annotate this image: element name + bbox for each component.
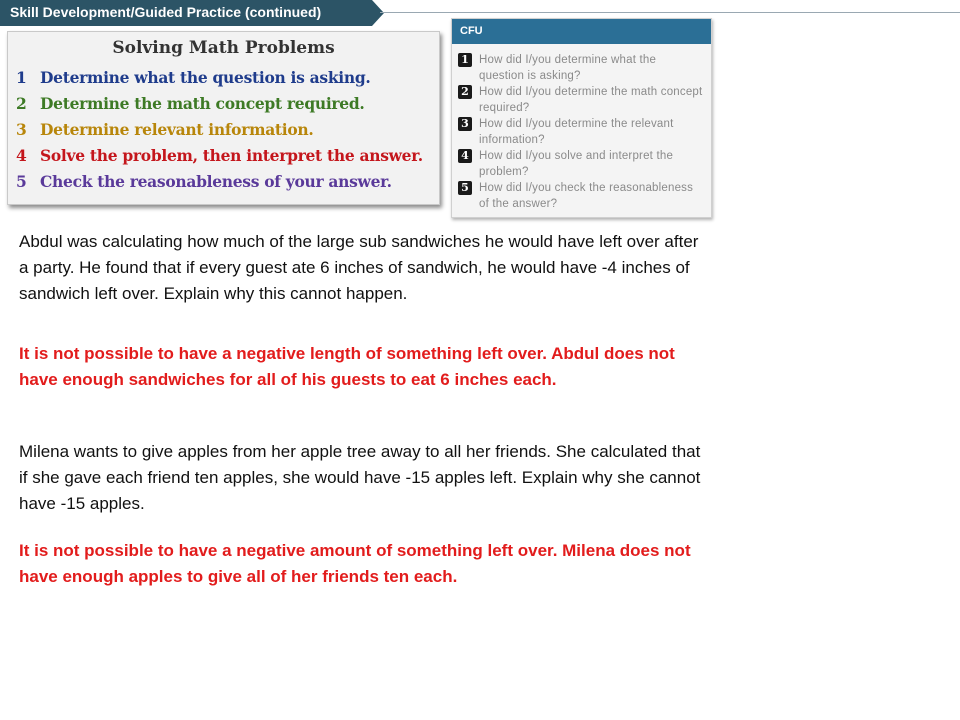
step-number: 2 — [16, 94, 27, 113]
answer-1-text: It is not possible to have a negative length of something left over. Abdul does not have enough sandwiches for all of his guests to eat 6 inches each. — [19, 344, 675, 389]
cfu-question: How did I/you determine what the question is asking? — [479, 54, 657, 82]
step-number: 4 — [16, 146, 27, 165]
problem-2-text: Milena wants to give apples from her apple tree away to all her friends. She calculated that if she gave each friend ten apples, she would have -15 apples left. Explain why she cannot have -15 apples. — [19, 442, 701, 513]
step-number: 3 — [16, 120, 27, 139]
cfu-header — [452, 19, 711, 44]
step-item — [16, 172, 423, 198]
cfu-number: 4 — [458, 149, 472, 163]
step-text: Solve the problem, then interpret the answer. — [40, 146, 423, 165]
header-title: Skill Development/Guided Practice (continued) — [10, 4, 322, 20]
steps-title: Solving Math Problems — [112, 38, 335, 58]
cfu-number: 3 — [458, 117, 472, 131]
header-divider — [380, 12, 960, 13]
cfu-panel — [451, 18, 712, 218]
cfu-number: 1 — [458, 53, 472, 67]
cfu-number: 5 — [458, 181, 472, 195]
step-number: 5 — [16, 172, 27, 191]
cfu-question: How did I/you solve and interpret the problem? — [479, 150, 674, 178]
cfu-number: 2 — [458, 85, 472, 99]
problem-1-text: Abdul was calculating how much of the large sub sandwiches he would have left over after a party. He found that if every guest ate 6 inches of sandwich, he would have -4 inches of sandwich left over. Explain why this cannot happen. — [19, 232, 699, 303]
cfu-question: How did I/you check the reasonableness of the answer? — [479, 182, 694, 210]
step-text: Determine the math concept required. — [40, 94, 365, 113]
steps-list — [16, 68, 423, 198]
step-item — [16, 120, 423, 146]
step-text: Determine relevant information. — [40, 120, 314, 139]
answer-2-text: It is not possible to have a negative amount of something left over. Milena does not have enough apples to give all of her friends ten each. — [19, 541, 691, 586]
step-item — [16, 146, 423, 172]
step-text: Check the reasonableness of your answer. — [40, 172, 392, 191]
solving-steps-panel — [7, 31, 440, 205]
cfu-question: How did I/you determine the relevant information? — [479, 118, 674, 146]
section-header — [0, 0, 385, 26]
step-item — [16, 68, 423, 94]
step-item — [16, 94, 423, 120]
step-number: 1 — [16, 68, 27, 87]
step-text: Determine what the question is asking. — [40, 68, 371, 87]
cfu-question: How did I/you determine the math concept required? — [479, 86, 703, 114]
cfu-label: CFU — [460, 25, 483, 37]
